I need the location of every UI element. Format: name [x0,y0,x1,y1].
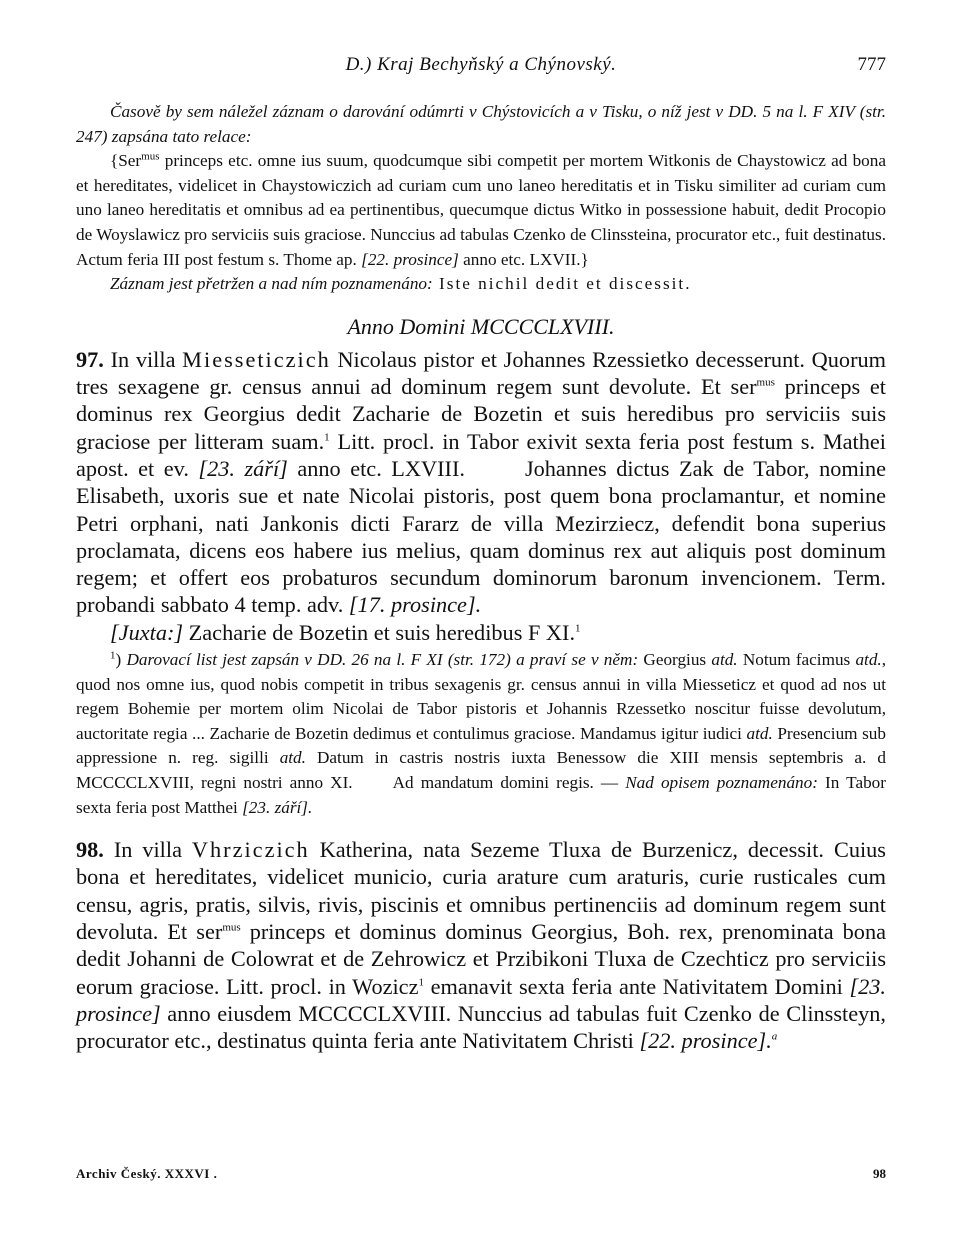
date-note: [22. prosince] [361,249,459,269]
date-note: [23. září] [198,455,288,481]
footnote-atd: atd. [279,748,306,768]
note-intro: Časově by sem náležel záznam o darování odúmrti v Chýstovicích a v Tisku, o níž jest v DD. 5 na l. F XIV (str. 247) zapsána tato relace: [76,102,886,146]
sheet-number: 98 [873,1166,886,1181]
footnote-text: Georgius [638,650,712,670]
footnote-text: Datum in castris nostris iuxta Benessow die XIII mensis septembris a. d MCCCCLXVIII, regni nostri anno XI. [76,748,886,792]
footnote-mark: 1 [110,649,116,662]
footnote-atd: atd. [746,723,773,743]
entry-97-juxta [76,619,886,646]
footnote-label: Nad opisem poznamenáno: [625,772,818,792]
footnote-ref: 1 [418,976,424,989]
entry-97 [76,346,886,619]
entry-98 [76,836,886,1054]
entry-text: Johannes dictus Zak de Tabor, nomine Elisabeth, uxoris sue et nate Nicolai pistoris, post quem bona proclamantur, et nomine Petri orphani, nati Jankonis dicti Fararz de villa Mezirziecz, defendit bona superius proclamata, dicens eos habere ius melius, quam dominus rex aut aliquis post dominum regem; et offert eos probaturos secundum dominorum baronum invencionem. Term. probandi sabbato 4 temp. adv. [76,455,887,618]
juxta-label: [Juxta:] [110,619,184,645]
crossed-label: Záznam jest přetržen a nad ním poznamenáno: [110,274,433,294]
entry-text: Katherina, nata Sezeme Tluxa de Burzenicz, decessit. Cuius bona et hereditates, videlicet municio, curia arature cum araturis, curie rusticales cum censu, agris, pratis, silvis, rivis, piscinis et omnibus pertinenciis ad dominum regem sunt devoluta. Et ser [76,837,886,945]
entry-text: Litt. procl. in Tabor exivit sexta feria post festum s. Mathei apost. et ev. [76,428,886,481]
superscript: mus [141,150,160,163]
entry-text: In villa [103,837,192,863]
page [76,46,886,1055]
entry-text: Nicolaus pistor et Johannes Rzessietko decesserunt. Quorum tres sexagene gr. census annui ad dominum regem sunt devolute. Et ser [76,346,886,400]
running-title: D.) Kraj Bechyňský a Chýnovský. [345,54,617,75]
crossed-text: Iste nichil dedit et discessit. [432,274,692,294]
year-heading: Anno Domini MCCCCLXVIII. [347,313,615,339]
entry-text: anno etc. LXVIII. [287,455,465,481]
date-note: [23. prosince] [76,973,886,1026]
entry-text: In villa [103,346,183,372]
footnote-ref: 1 [575,622,581,635]
footnote-text: , quod nos omne ius, quod nobis competit in tribus sexagenis gr. census annui in villa Miesseticz et quod ad nos ut regem Bohemie per mortem olim Nicolai de Tabor pistoris et Johannis Rzessetko noscitur fuisse devolutum, auctoritate regia ... Zacharie de Bozetin dedimus et contulimus graciose. Mandamus igitur iudici [76,650,887,743]
entry-text: princeps et dominus rex Georgius dedit Zacharie de Bozetin et suis heredibus pro serviciis suis graciose per litteram suam. [76,374,886,454]
entry-text: princeps et dominus dominus Georgius, Boh. rex, prenominata bona dedit Johanni de Colowrat et de Zehrowicz et Przibikoni Tluxa de Czechticz pro serviciis eorum graciose. Litt. procl. in Wozicz [76,919,886,999]
footnote-text: In Tabor sexta feria post Matthei [76,772,886,817]
relace-part: anno etc. LXVII.} [458,249,589,269]
page-number: 777 [857,54,886,75]
signature-mark: Archiv Český. XXXVI . [76,1166,218,1181]
date-note: [23. září]. [242,797,313,817]
relace-text [76,149,886,272]
footnote-label: Darovací list jest zapsán v DD. 26 na l. F XI (str. 172) a praví se v něm: [126,650,639,670]
place-name: Vhrziczich [191,837,310,863]
date-note: [17. prosince]. [348,592,482,618]
footnote-1 [76,648,886,820]
entry-text: emanavit sexta feria ante Nativitatem Domini [423,973,850,999]
entry-number: 97. [76,346,104,372]
entry-number: 98. [76,837,104,863]
footnote-text: Presencium sub appressione n. reg. sigilli [76,723,886,768]
footnote-text: ) [115,650,127,670]
entry-text: anno eiusdem MCCCCLXVIII. Nunccius ad tabulas fuit Czenko de Clinssteyn, procurator etc., destinatus quinta feria ante Nativitatem Christi [76,1000,886,1054]
footnote-text: Notum facimus [737,650,856,670]
footnote-atd: atd. [711,650,738,670]
footnote-ref: 1 [324,431,330,444]
entry-text: Zacharie de Bozetin et suis heredibus F XI. [183,619,576,645]
superscript: mus [222,921,241,934]
place-name: Miesseticzich [182,346,331,372]
page-header [76,46,886,90]
relace-part: princeps etc. omne ius suum, quodcumque sibi competit per mortem Witkonis de Chaystowicz ad bona et hereditates, videlicet in Chaystowiczich ad curiam cum uno laneo hereditatis et in Tisku similiter ad curiam cum uno laneo hereditatis et omnibus ad ea pertinentibus, quecumque dictus Witko in possessione habuit, dedit Procopio de Woyslawicz pro serviciis suis graciose. Nunccius ad tabulas Czenko de Clinssteina, procurator etc., fuit destinatus. Actum feria III post festum s. Thome ap. [76,151,886,269]
footnote-text: Ad mandatum domini regis. — [392,772,626,792]
crossed-note [76,272,886,297]
superscript: mus [756,376,775,389]
footnote-ref: a [771,1030,778,1043]
relace-part: {Ser [110,151,142,171]
footnote-atd: atd. [855,650,882,670]
date-note: [22. prosince]. [639,1028,772,1054]
